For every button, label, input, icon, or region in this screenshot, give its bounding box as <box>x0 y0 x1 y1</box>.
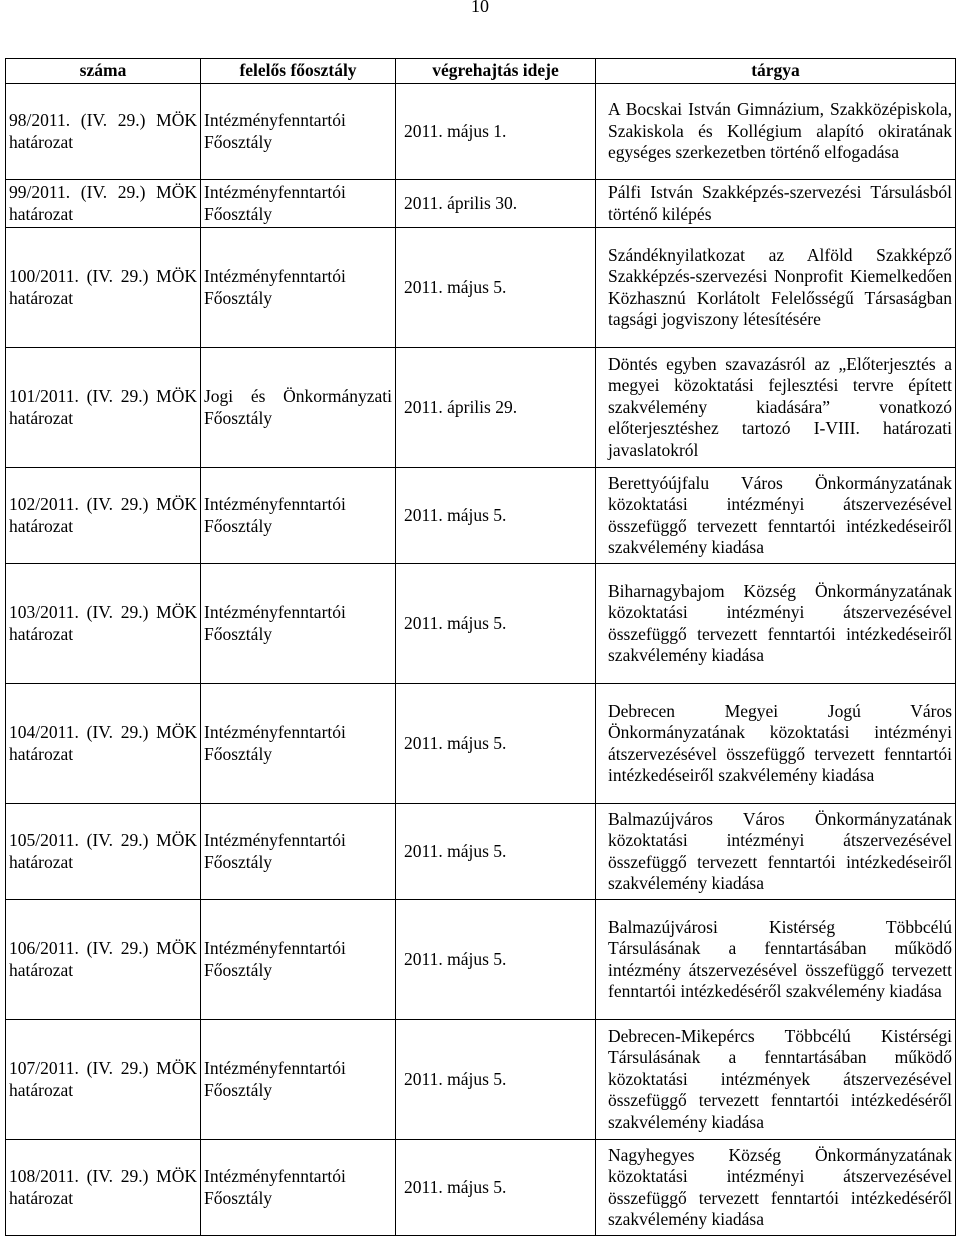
number-cell: 100/2011. (IV. 29.) MÖK határozat <box>6 228 201 348</box>
dept-cell: Intézményfenntartói Főosztály <box>201 228 396 348</box>
table-row <box>6 468 956 564</box>
table-row <box>6 1020 956 1140</box>
table-row <box>6 348 956 468</box>
number-cell: 103/2011. (IV. 29.) MÖK határozat <box>6 564 201 684</box>
dept-cell: Intézményfenntartói Főosztály <box>201 684 396 804</box>
number-cell: 108/2011. (IV. 29.) MÖK határozat <box>6 1140 201 1236</box>
table-row <box>6 564 956 684</box>
deadline-cell: 2011. május 5. <box>396 564 596 684</box>
dept-cell: Intézményfenntartói Főosztály <box>201 804 396 900</box>
table-row <box>6 900 956 1020</box>
subject-cell: Debrecen Megyei Jogú Város Önkormányzatának közoktatási intézményi átszervezésével összefüggő tervezett fenntartói intézkedéseiről szakvélemény kiadása <box>596 684 956 804</box>
number-cell: 106/2011. (IV. 29.) MÖK határozat <box>6 900 201 1020</box>
deadline-cell: 2011. május 1. <box>396 84 596 180</box>
table-row <box>6 1140 956 1236</box>
table-row <box>6 84 956 180</box>
deadline-cell: 2011. május 5. <box>396 900 596 1020</box>
dept-cell: Intézményfenntartói Főosztály <box>201 468 396 564</box>
number-cell: 98/2011. (IV. 29.) MÖK határozat <box>6 84 201 180</box>
number-cell: 101/2011. (IV. 29.) MÖK határozat <box>6 348 201 468</box>
header-subject: tárgya <box>596 59 956 84</box>
header-dept: felelős főosztály <box>201 59 396 84</box>
table-row <box>6 228 956 348</box>
deadline-cell: 2011. május 5. <box>396 228 596 348</box>
dept-cell: Intézményfenntartói Főosztály <box>201 1020 396 1140</box>
dept-cell: Jogi és Önkormányzati Főosztály <box>201 348 396 468</box>
deadline-cell: 2011. április 29. <box>396 348 596 468</box>
subject-cell: Pálfi István Szakképzés-szervezési Társulásból történő kilépés <box>596 180 956 228</box>
dept-cell: Intézményfenntartói Főosztály <box>201 84 396 180</box>
number-cell: 99/2011. (IV. 29.) MÖK határozat <box>6 180 201 228</box>
deadline-cell: 2011. május 5. <box>396 468 596 564</box>
subject-cell: Balmazújváros Város Önkormányzatának közoktatási intézményi átszervezésével összefüggő tervezett fenntartói intézkedéseiről szakvélemény kiadása <box>596 804 956 900</box>
table-header-row <box>6 59 956 84</box>
number-cell: 105/2011. (IV. 29.) MÖK határozat <box>6 804 201 900</box>
dept-cell: Intézményfenntartói Főosztály <box>201 900 396 1020</box>
number-cell: 102/2011. (IV. 29.) MÖK határozat <box>6 468 201 564</box>
subject-cell: Debrecen-Mikepércs Többcélú Kistérségi Társulásának a fenntartásában működő közoktatási intézmények átszervezésével összefüggő tervezett fenntartói intézkedéséről szakvélemény kiadása <box>596 1020 956 1140</box>
dept-cell: Intézményfenntartói Főosztály <box>201 1140 396 1236</box>
subject-cell: Szándéknyilatkozat az Alföld Szakképző Szakképzés-szervezési Nonprofit Kiemelkedően Közhasznú Korlátolt Felelősségű Társaságban tagsági jogviszony létesítésére <box>596 228 956 348</box>
subject-cell: Balmazújvárosi Kistérség Többcélú Társulásának a fenntartásában működő intézmény átszervezésével összefüggő tervezett fenntartói intézkedéséről szakvélemény kiadása <box>596 900 956 1020</box>
dept-cell: Intézményfenntartói Főosztály <box>201 180 396 228</box>
dept-cell: Intézményfenntartói Főosztály <box>201 564 396 684</box>
deadline-cell: 2011. május 5. <box>396 1140 596 1236</box>
subject-cell: A Bocskai István Gimnázium, Szakközépiskola, Szakiskola és Kollégium alapító okiratának egységes szerkezetben történő elfogadása <box>596 84 956 180</box>
number-cell: 107/2011. (IV. 29.) MÖK határozat <box>6 1020 201 1140</box>
table-row <box>6 180 956 228</box>
subject-cell: Berettyóújfalu Város Önkormányzatának közoktatási intézményi átszervezésével összefüggő tervezett fenntartói intézkedéseiről szakvélemény kiadása <box>596 468 956 564</box>
table-row <box>6 804 956 900</box>
header-number: száma <box>6 59 201 84</box>
table-body <box>6 84 956 1236</box>
subject-cell: Döntés egyben szavazásról az „Előterjesztés a megyei közoktatási fejlesztési tervre épített szakvélemény kiadására” vonatkozó előterjesztéshez tartozó I-VIII. határozati javaslatokról <box>596 348 956 468</box>
deadline-cell: 2011. május 5. <box>396 804 596 900</box>
page-number: 10 <box>471 0 489 16</box>
table-row <box>6 684 956 804</box>
resolutions-table <box>5 58 956 1236</box>
deadline-cell: 2011. április 30. <box>396 180 596 228</box>
header-deadline: végrehajtás ideje <box>396 59 596 84</box>
deadline-cell: 2011. május 5. <box>396 1020 596 1140</box>
number-cell: 104/2011. (IV. 29.) MÖK határozat <box>6 684 201 804</box>
subject-cell: Biharnagybajom Község Önkormányzatának közoktatási intézményi átszervezésével összefüggő tervezett fenntartói intézkedéseiről szakvélemény kiadása <box>596 564 956 684</box>
subject-cell: Nagyhegyes Község Önkormányzatának közoktatási intézményi átszervezésével összefüggő tervezett fenntartói intézkedéséről szakvélemény kiadása <box>596 1140 956 1236</box>
deadline-cell: 2011. május 5. <box>396 684 596 804</box>
